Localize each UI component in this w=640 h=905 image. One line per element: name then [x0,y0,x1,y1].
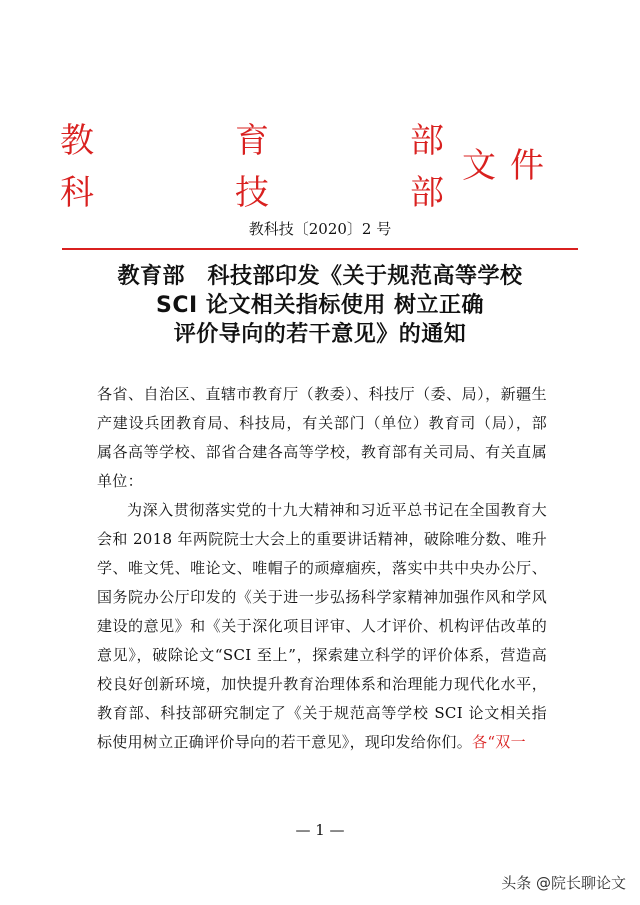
body-tail-highlight: 各“双一 [472,733,526,751]
document-title [60,262,580,349]
header-char: 育 [235,121,269,161]
red-divider-line [62,248,578,250]
header-wenjian: 文件 [462,146,558,186]
header-char: 教 [60,121,94,161]
page-number: — 1 — [295,821,345,839]
header-char: 技 [235,173,269,213]
header-char: 科 [60,173,94,213]
title-line: 评价导向的若干意见》的通知 [173,322,467,347]
body-text: 为深入贯彻落实党的十九大精神和习近平总书记在全国教育大会和 2018 年两院院士大会上的重要讲话精神，破除唯分数、唯升学、唯文凭、唯论文、唯帽子的顽瘴痼疾，落实中共中央办公厅、国务院办公厅印发的《关于进一步弘扬科学家精神加强作风和学风建设的意见》和《关于深化项目评审、人才评价、机构评估改革的意见》，破除论文“SCI 至上”，探索建立科学的评价体系，营造高校良好创新环境，加快提升教育治理体系和治理能力现代化水平，教育部、科技部研究制定了《关于规范高等学校 SCI 论文相关指标使用树立正确评价导向的若干意见》，现印发给你们。 [97,501,547,751]
document-number: 教科技〔2020〕2 号 [248,220,392,238]
title-line: 教育部 科技部印发《关于规范高等学校 [117,264,523,289]
document-body [97,380,547,757]
title-line: SCI 论文相关指标使用 树立正确 [156,293,484,318]
body-paragraph [97,496,547,757]
header-char: 部 [410,173,444,213]
recipients-paragraph: 各省、自治区、直辖市教育厅（教委）、科技厅（委、局），新疆生产建设兵团教育局、科技局，有关部门（单位）教育司（局），部属各高等学校、部省合建各高等学校，教育部有关司局、有关直属单位： [97,385,547,490]
watermark: 头条 @院长聊论文 [501,874,626,892]
header-char: 部 [410,121,444,161]
